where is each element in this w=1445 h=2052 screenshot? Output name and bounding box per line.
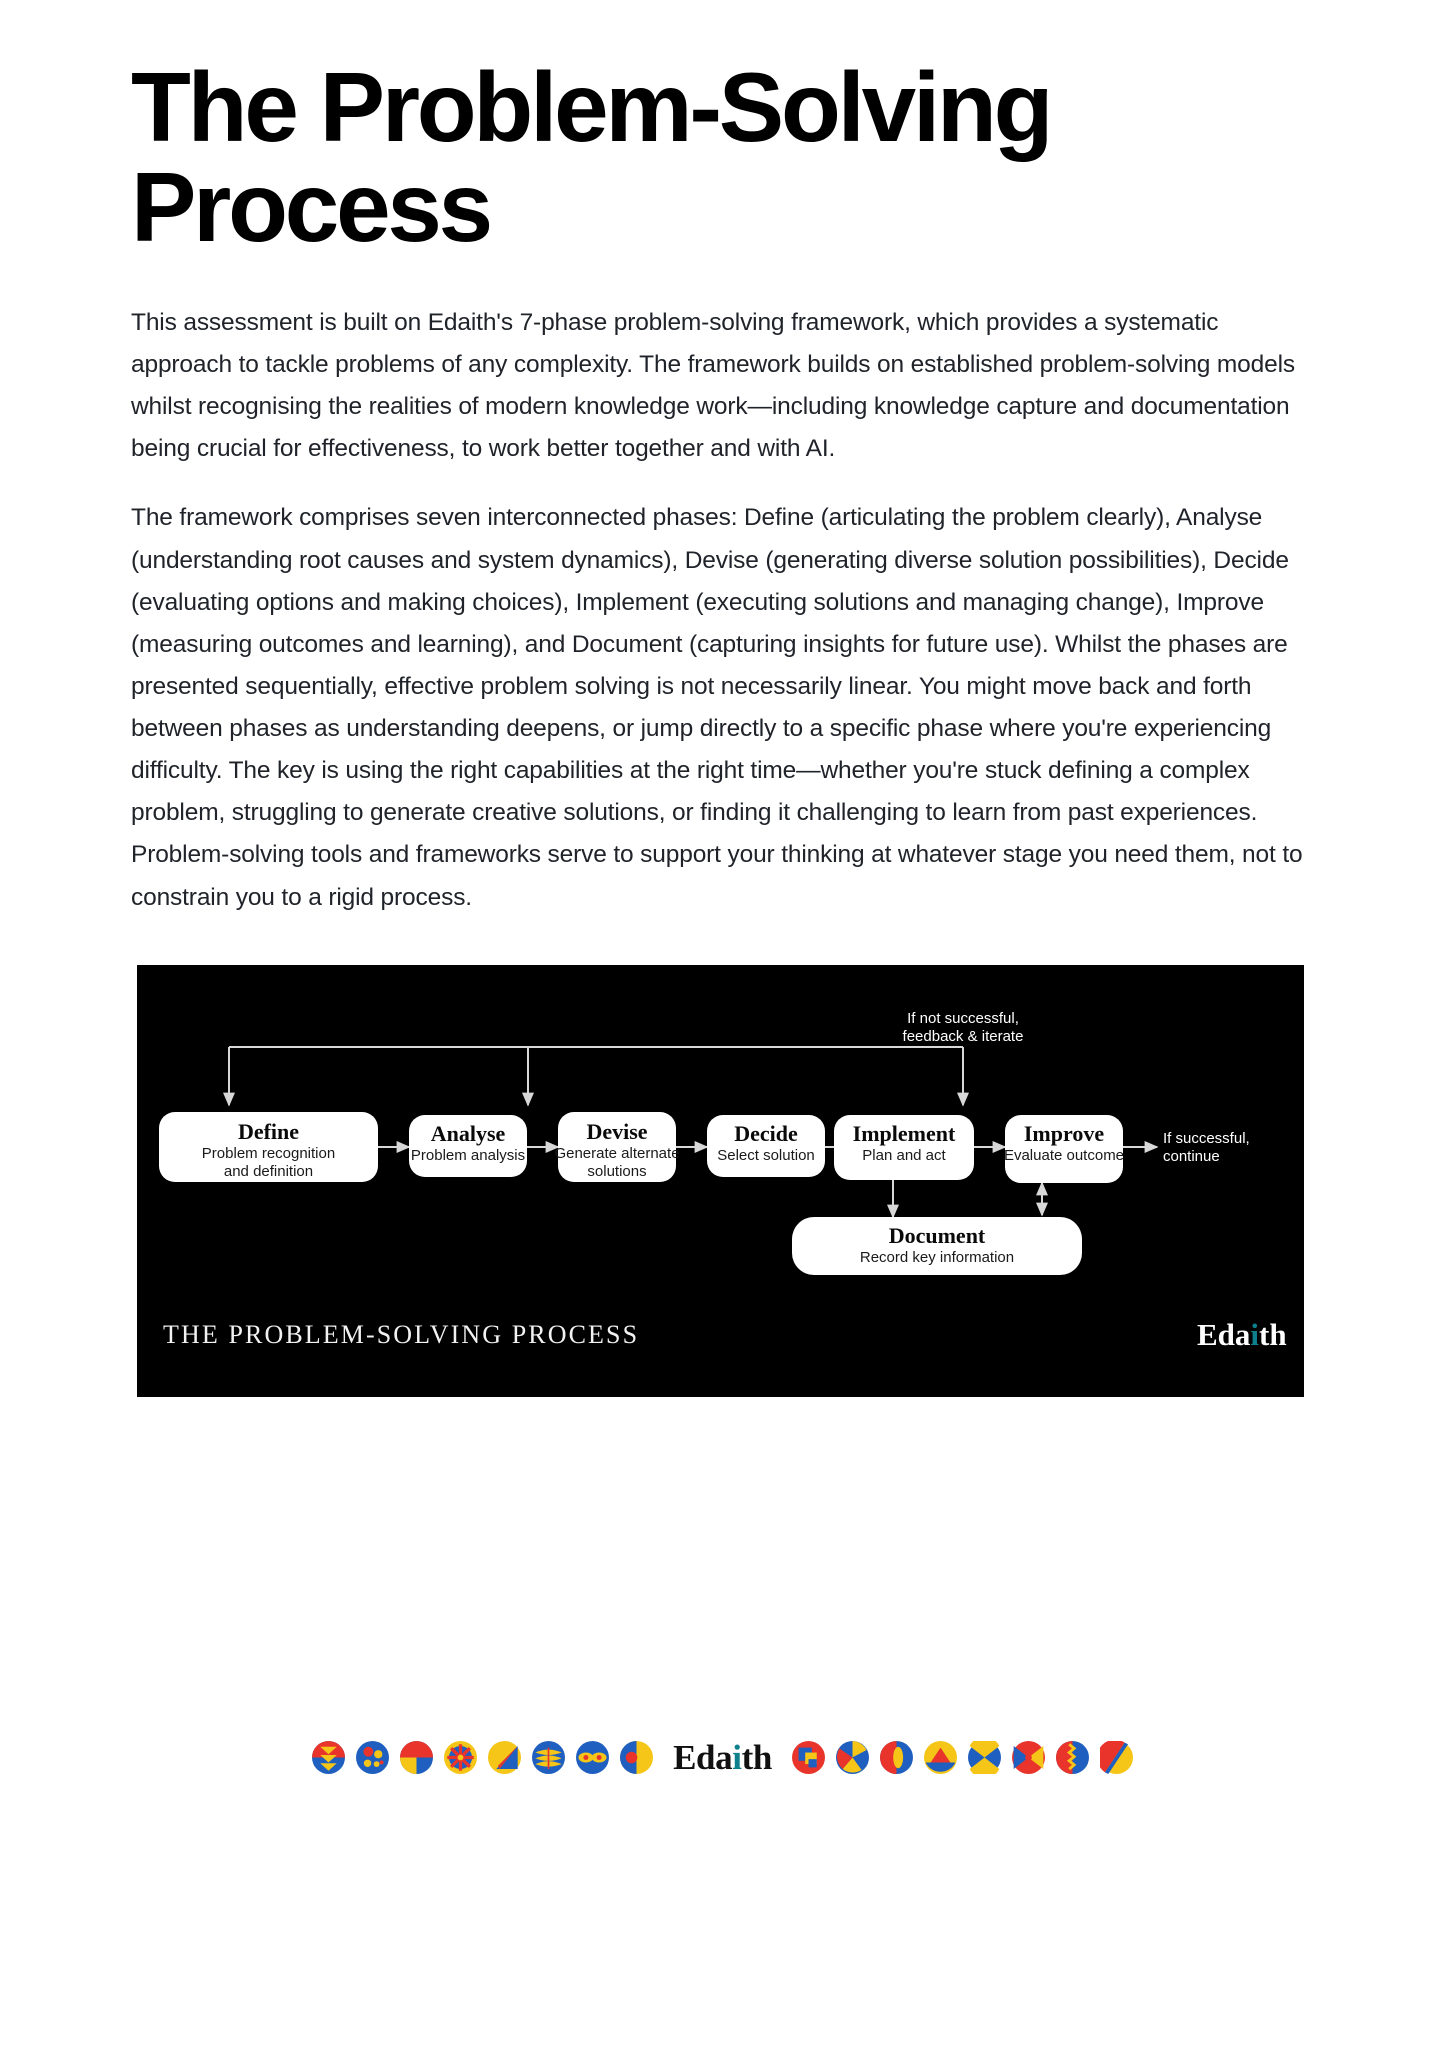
glyph-stacked-arcs-icon <box>532 1741 565 1774</box>
node-define[interactable] <box>159 1112 378 1182</box>
panel-brand-suffix: th <box>1259 1316 1287 1352</box>
glyph-zigzag-icon <box>1056 1741 1089 1774</box>
node-define-subtitle-line2: and definition <box>223 1162 314 1180</box>
node-devise-title: Devise <box>586 1118 648 1144</box>
glyph-starburst-icon <box>444 1741 477 1774</box>
footer-brand-accent: i <box>732 1738 742 1777</box>
footer-brand-suffix: th <box>741 1738 772 1777</box>
glyph-cross-wedge-icon <box>1012 1741 1045 1774</box>
node-devise-subtitle-line2: solutions <box>587 1162 647 1180</box>
node-define-subtitle-line1: Problem recognition <box>201 1144 336 1162</box>
panel-brand-wordmark <box>1197 1317 1287 1352</box>
footer-brand-wordmark <box>673 1740 772 1775</box>
node-devise[interactable] <box>554 1112 679 1182</box>
glyph-pinwheel-icon <box>836 1741 869 1774</box>
panel-brand-prefix: Eda <box>1197 1316 1251 1352</box>
node-implement-title: Implement <box>852 1120 956 1146</box>
node-devise-subtitle-line1: Generate alternate <box>554 1144 680 1162</box>
glyph-split-oval-icon <box>880 1741 913 1774</box>
glyph-chevrons-icon <box>312 1741 345 1774</box>
panel-caption: THE PROBLEM-SOLVING PROCESS <box>163 1319 640 1349</box>
node-decide[interactable] <box>707 1115 825 1177</box>
node-implement[interactable] <box>834 1115 974 1180</box>
glyph-dots-icon <box>356 1741 389 1774</box>
node-analyse-subtitle-line1: Problem analysis <box>410 1146 526 1164</box>
intro-paragraph: This assessment is built on Edaith's 7-phase problem-solving framework, which provides a systematic approach to tackle problems of any complexity. The framework builds on established problem-solving models whilst recognising the realities of modern knowledge work—including knowledge capture and documentation being crucial for effectiveness, to work better together and with AI. <box>131 308 1296 463</box>
glyph-triangle-arc-icon <box>924 1741 957 1774</box>
feedback-label-line2: feedback & iterate <box>902 1027 1024 1045</box>
feedback-label-line1: If not successful, <box>907 1009 1019 1027</box>
process-diagram-panel <box>137 965 1304 1397</box>
glyph-diagonal-split-icon <box>1100 1741 1133 1774</box>
node-analyse-title: Analyse <box>430 1120 506 1146</box>
glyph-eyes-icon <box>576 1741 609 1774</box>
node-define-title: Define <box>237 1118 300 1144</box>
glyph-squares-icon <box>792 1741 825 1774</box>
glyph-bowtie-icon <box>968 1741 1001 1774</box>
node-implement-subtitle-line1: Plan and act <box>862 1146 946 1164</box>
footer-logo-strip <box>0 1740 1445 1775</box>
node-decide-title: Decide <box>734 1120 798 1146</box>
node-improve[interactable] <box>1004 1115 1124 1183</box>
page-title: The Problem-Solving Process <box>131 52 1051 262</box>
svg-text:Edaith <box>1197 1317 1287 1352</box>
glyph-fan-icon <box>488 1741 521 1774</box>
success-label-line1: If successful, <box>1163 1129 1250 1147</box>
node-decide-subtitle-line1: Select solution <box>717 1146 815 1164</box>
node-improve-subtitle-line1: Evaluate outcome <box>1003 1146 1125 1164</box>
content-column <box>131 0 1311 1397</box>
success-label-line2: continue <box>1163 1147 1220 1165</box>
feedback-label <box>903 1010 1024 1045</box>
framework-paragraph: The framework comprises seven interconnected phases: Define (articulating the problem clearly), Analyse (understanding root causes and system dynamics), Devise (generating diverse solution possibilities), Decide (evaluating options and making choices), Implement (executing solutions and managing change), Improve (measuring outcomes and learning), and Document (capturing insights for future use). Whilst the phases are presented sequentially, effective problem solving is not necessarily linear. You might move back and forth between phases as understanding deepens, or jump directly to a specific phase where you're experiencing difficulty. The key is using the right capabilities at the right time—whether you're stuck defining a complex problem, struggling to generate creative solutions, or finding it challenging to learn from past experiences. Problem-solving tools and frameworks serve to support your thinking at whatever stage you need them, not to constrain you to a rigid process. <box>131 504 1303 911</box>
glyph-quarters-icon <box>400 1741 433 1774</box>
glyph-half-moon-icon <box>620 1741 653 1774</box>
node-analyse[interactable] <box>409 1115 527 1177</box>
node-document[interactable] <box>792 1217 1082 1275</box>
footer-brand-prefix: Eda <box>673 1738 733 1777</box>
process-flowchart <box>137 965 1304 1397</box>
panel-brand-accent: i <box>1250 1316 1260 1352</box>
node-document-subtitle-line1: Record key information <box>859 1248 1015 1266</box>
node-document-title: Document <box>888 1222 986 1248</box>
node-improve-title: Improve <box>1023 1120 1105 1146</box>
